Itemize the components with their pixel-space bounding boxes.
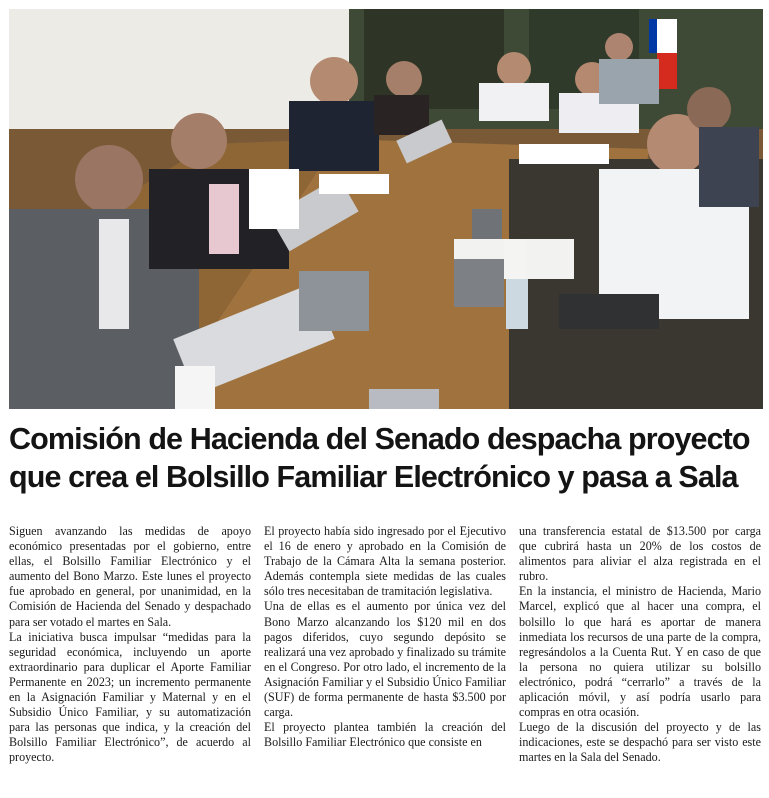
meeting-photo bbox=[9, 9, 763, 409]
paragraph: La iniciativa busca impulsar “medidas para la seguridad económica, incluyendo un aporte extraordinario para duplicar el Aporte Familiar Permanente en 2023; un incremento permanente en la Asignación Familiar y Maternal y en el Subsidio Único Familiar, y su automatización para las personas que indica, y la creación del Bolsillo Familiar Electrónico”, de acuerdo al proyecto. bbox=[9, 629, 251, 765]
column-2 bbox=[264, 524, 506, 794]
column-1 bbox=[9, 524, 251, 794]
headline-line-2: que crea el Bolsillo Familiar Electrónico y pasa a Sala bbox=[9, 460, 738, 494]
article-headline bbox=[9, 420, 761, 496]
headline-line-1: Comisión de Hacienda del Senado despacha proyecto bbox=[9, 422, 750, 456]
article-body bbox=[9, 524, 761, 794]
paragraph: El proyecto plantea también la creación del Bolsillo Familiar Electrónico que consiste en bbox=[264, 720, 506, 750]
paragraph: El proyecto había sido ingresado por el Ejecutivo el 16 de enero y aprobado en la Comisión de Trabajo de la Cámara Alta la semana posterior. Además contempla siete medidas de las cuales sólo tres necesitaban de tramitación legislativa. bbox=[264, 524, 506, 599]
paragraph: Una de ellas es el aumento por única vez del Bono Marzo alcanzando los $120 mil en dos pagos diferidos, cuyo segundo depósito se realizará una vez aprobado y finalizado su trámite en el Congreso. Por otro lado, el incremento de la Asignación Familiar y el Subsidio Único Familiar (SUF) de forma permanente de hasta $3.500 por carga. bbox=[264, 599, 506, 720]
paragraph: Siguen avanzando las medidas de apoyo económico presentadas por el gobierno, entre ellas, el Bolsillo Familiar Electrónico y el aumento del Bono Marzo. Este lunes el proyecto fue aprobado en general, por unanimidad, en la Comisión de Hacienda del Senado y despachado para ser votado el martes en Sala. bbox=[9, 524, 251, 629]
paragraph: una transferencia estatal de $13.500 por carga que cubrirá hasta un 20% de los costos de alimentos para aliviar el alza registrada en el rubro. bbox=[519, 524, 761, 584]
column-3 bbox=[519, 524, 761, 794]
paragraph: Luego de la discusión del proyecto y de las indicaciones, este se despachó para ser visto este martes en la Sala del Senado. bbox=[519, 720, 761, 765]
paragraph: En la instancia, el ministro de Hacienda, Mario Marcel, explicó que al hacer una compra, el bolsillo lo que hará es aportar de manera inmediata los recursos de una parte de la compra, regresándolos a la Cuenta Rut. Y en caso de que la persona no quiera utilizar su bolsillo electrónico, podrá “cerrarlo” a través de la aplicación móvil, y así podría usarlo para compras en otra ocasión. bbox=[519, 584, 761, 720]
